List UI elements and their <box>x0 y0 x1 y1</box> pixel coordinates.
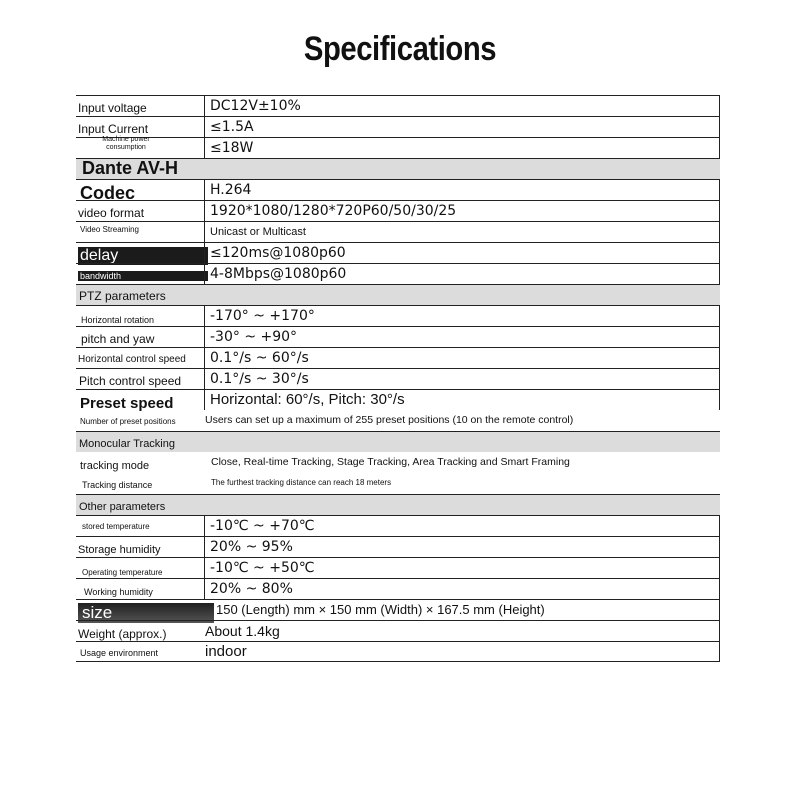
row-video-streaming <box>76 221 720 242</box>
row-label: Codec <box>80 183 136 203</box>
row-h-control-speed <box>76 347 720 368</box>
row-label: Weight (approx.) <box>78 627 167 641</box>
row-label: Storage humidity <box>78 544 161 556</box>
row-value: -30° ~ +90° <box>204 327 720 347</box>
row-bandwidth <box>76 263 720 284</box>
row-value: 20% ~ 95% <box>204 537 720 557</box>
row-label: Number of preset positions <box>80 417 176 426</box>
row-value: -10℃ ~ +50℃ <box>204 558 720 578</box>
row-label: size <box>78 603 214 623</box>
row-value: DC12V±10% <box>204 96 720 116</box>
row-preset-speed <box>76 389 720 410</box>
row-size <box>76 599 720 620</box>
row-value: 20% ~ 80% <box>204 579 720 599</box>
row-usage-environment <box>76 641 720 662</box>
row-value: ≤18W <box>204 138 720 158</box>
row-label: Input voltage <box>78 101 147 115</box>
row-label: bandwidth <box>78 271 208 281</box>
section-dante <box>76 158 720 179</box>
section-title: PTZ parameters <box>79 289 166 303</box>
row-label: Tracking distance <box>82 480 153 490</box>
row-value: Close, Real-time Tracking, Stage Tracking, Area Tracking and Smart Framing <box>211 456 570 468</box>
row-horizontal-rotation <box>76 305 720 326</box>
row-tracking-mode <box>76 452 720 473</box>
row-label: delay <box>78 247 208 265</box>
row-operating-temperature <box>76 557 720 578</box>
row-pitch-yaw <box>76 326 720 347</box>
row-tracking-distance <box>76 473 720 494</box>
row-value: 0.1°/s ~ 60°/s <box>204 348 720 368</box>
row-label: Horizontal rotation <box>81 315 155 325</box>
row-value: 1920*1080/1280*720P60/50/30/25 <box>204 201 720 221</box>
row-value: Horizontal: 60°/s, Pitch: 30°/s <box>204 390 720 410</box>
row-label: Usage environment <box>80 648 159 658</box>
row-label: Working humidity <box>84 587 153 597</box>
row-label: pitch and yaw <box>81 332 155 346</box>
row-value: ≤1.5A <box>204 117 720 137</box>
row-value: 0.1°/s ~ 30°/s <box>204 369 720 389</box>
row-stored-temperature <box>76 515 720 536</box>
row-label: Operating temperature <box>82 568 163 577</box>
row-value: About 1.4kg <box>200 621 720 641</box>
row-label: Machine power consumption <box>102 136 150 151</box>
row-weight <box>76 620 720 641</box>
row-preset-positions <box>76 410 720 431</box>
row-value: -10℃ ~ +70℃ <box>204 516 720 536</box>
section-title: Other parameters <box>79 501 166 513</box>
row-video-format <box>76 200 720 221</box>
row-input-current <box>76 116 720 137</box>
row-value: ≤120ms@1080p60 <box>204 243 720 263</box>
section-other-parameters <box>76 494 720 515</box>
section-monocular-tracking <box>76 431 720 452</box>
section-title: Monocular Tracking <box>79 438 175 450</box>
row-label: Video Streaming <box>80 225 139 234</box>
row-value: indoor <box>200 642 720 661</box>
row-label: Preset speed <box>80 395 174 412</box>
row-value: H.264 <box>204 180 720 200</box>
spec-table <box>76 95 720 662</box>
row-value: Unicast or Multicast <box>204 222 720 242</box>
page-title: Specifications <box>303 30 497 68</box>
row-label: stored temperature <box>82 522 150 531</box>
row-label: Pitch control speed <box>79 374 182 388</box>
row-label: video format <box>78 206 145 220</box>
row-delay <box>76 242 720 263</box>
section-title: Dante AV-H <box>82 158 179 178</box>
row-value: 150 (Length) mm × 150 mm (Width) × 167.5 mm (Height) <box>204 600 720 620</box>
row-label: tracking mode <box>80 460 150 472</box>
row-label: Input Current <box>78 122 149 136</box>
row-label: Horizontal control speed <box>78 354 186 365</box>
row-value: The furthest tracking distance can reach 18 meters <box>211 478 392 487</box>
row-codec <box>76 179 720 203</box>
section-ptz <box>76 284 720 305</box>
row-value: 4-8Mbps@1080p60 <box>204 264 720 284</box>
row-working-humidity <box>76 578 720 599</box>
row-input-voltage <box>76 95 720 116</box>
row-value: -170° ~ +170° <box>204 306 720 326</box>
row-power <box>76 137 720 158</box>
row-value: Users can set up a maximum of 255 preset positions (10 on the remote control) <box>205 414 574 426</box>
row-p-control-speed <box>76 368 720 389</box>
row-storage-humidity <box>76 536 720 557</box>
